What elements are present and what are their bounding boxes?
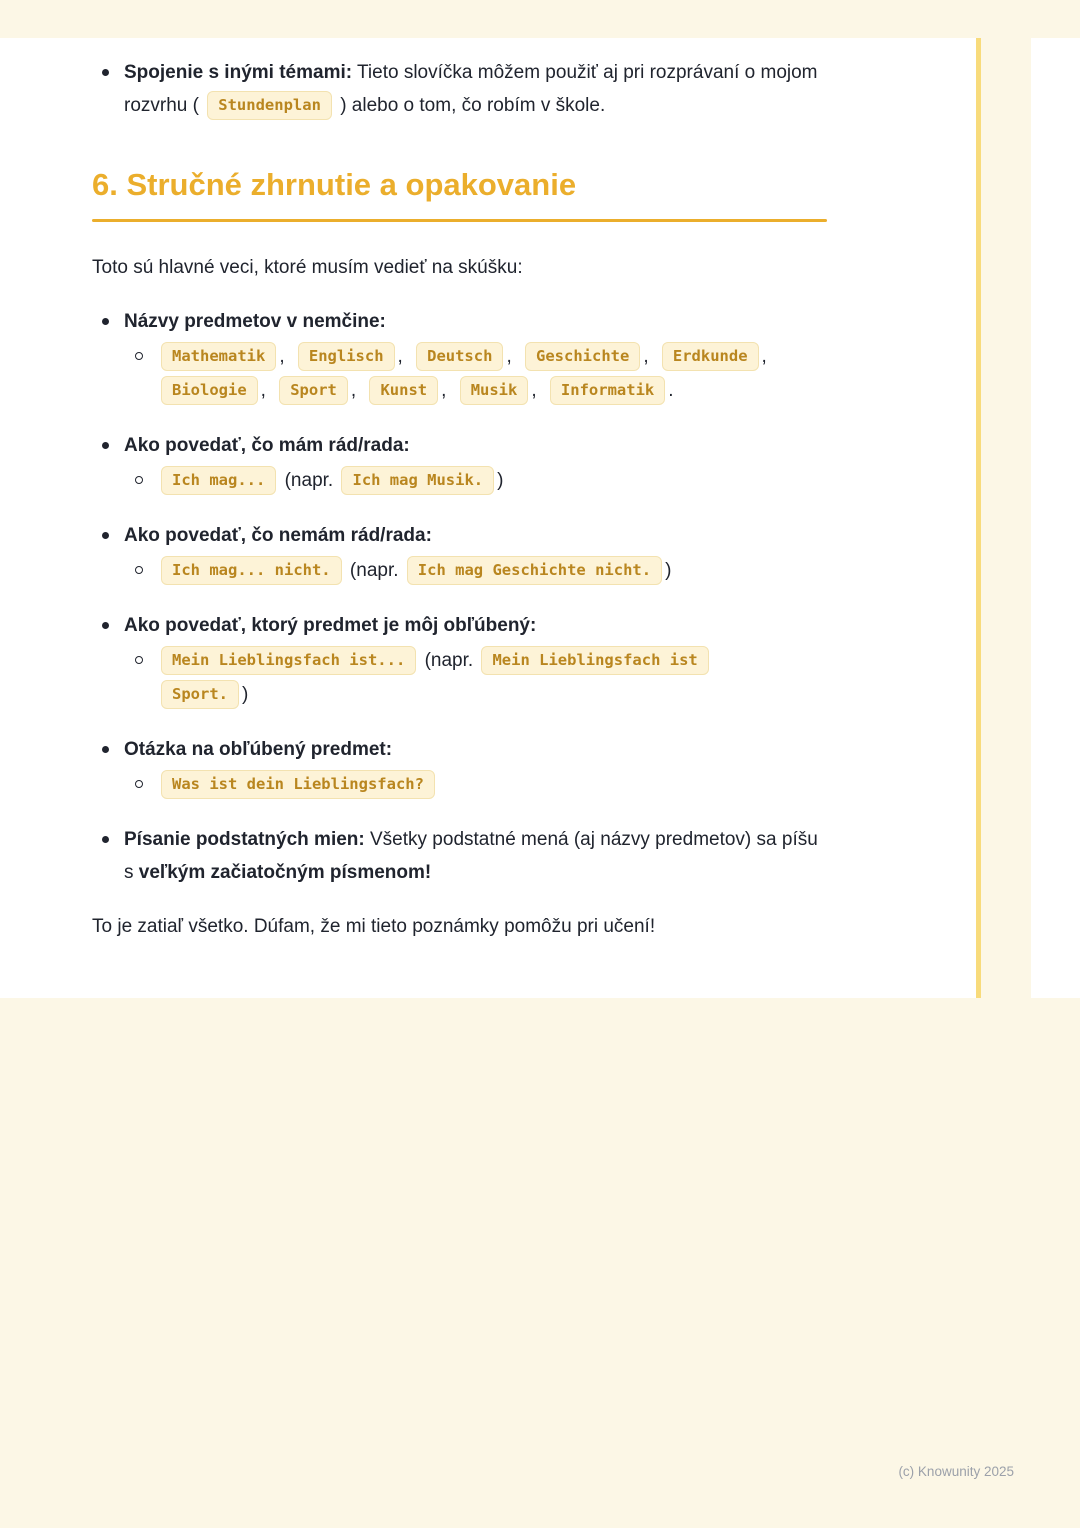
circle-marker xyxy=(135,476,143,484)
item-label: Otázka na obľúbený predmet: xyxy=(124,739,393,760)
example-label: (napr. xyxy=(349,560,399,581)
bullet-marker xyxy=(102,532,109,539)
example-label: (napr. xyxy=(284,470,334,491)
code-chip-stundenplan: Stundenplan xyxy=(207,91,332,120)
list-item-question xyxy=(92,733,832,802)
separator-comma: , xyxy=(350,380,357,401)
code-chip-subject: Geschichte xyxy=(525,342,640,371)
bullet-marker xyxy=(102,622,109,629)
chip-row-favorite-2 xyxy=(158,678,832,712)
bullet-marker xyxy=(102,746,109,753)
code-chip-phrase: Ich mag... xyxy=(161,466,276,495)
section-heading: 6. Stručné zhrnutie a opakovanie xyxy=(92,167,577,202)
bullet-marker xyxy=(102,836,109,843)
circle-marker xyxy=(135,352,143,360)
sub-item-subject-chips xyxy=(124,340,832,408)
code-chip-subject: Kunst xyxy=(369,376,438,405)
code-chip-subject: Englisch xyxy=(298,342,395,371)
top-margin-band xyxy=(0,0,1080,38)
separator-comma: , xyxy=(643,346,649,367)
intro-list xyxy=(92,38,832,122)
intro-text-after: ) alebo o tom, čo robím v škole. xyxy=(340,95,606,116)
code-chip-subject: Sport xyxy=(279,376,348,405)
item-label: Ako povedať, čo nemám rád/rada: xyxy=(124,525,432,546)
sub-item-like xyxy=(124,464,832,498)
code-chip-phrase: Ich mag... nicht. xyxy=(161,556,342,585)
close-paren: ) xyxy=(497,470,504,491)
list-item-dislike xyxy=(92,519,832,588)
summary-list xyxy=(92,305,832,889)
chip-row-favorite-1 xyxy=(158,644,832,678)
list-item-like xyxy=(92,429,832,498)
code-chip-subject: Biologie xyxy=(161,376,258,405)
close-paren: ) xyxy=(242,684,249,705)
code-chip-example: Ich mag Musik. xyxy=(341,466,494,495)
item-label: Názvy predmetov v nemčine: xyxy=(124,311,386,332)
bullet-marker xyxy=(102,69,109,76)
footer-credit: (c) Knowunity 2025 xyxy=(898,1464,1014,1479)
close-paren: ) xyxy=(665,560,672,581)
code-chip-example: Ich mag Geschichte nicht. xyxy=(407,556,662,585)
code-chip-question: Was ist dein Lieblingsfach? xyxy=(161,770,435,799)
circle-marker xyxy=(135,656,143,664)
code-chip-phrase: Mein Lieblingsfach ist... xyxy=(161,646,416,675)
item-bold-emphasis: veľkým začiatočným písmenom! xyxy=(138,862,432,883)
list-item-subjects xyxy=(92,305,832,408)
circle-marker xyxy=(135,566,143,574)
example-label: (napr. xyxy=(424,650,474,671)
intro-text: Tieto slovíčka môžem použiť aj pri rozprávaní o mojom rozvrhu ( xyxy=(124,62,818,116)
item-label: Ako povedať, ktorý predmet je môj obľúbený: xyxy=(124,615,537,636)
separator-comma: , xyxy=(761,346,767,367)
separator-comma: , xyxy=(397,346,403,367)
code-chip-example: Sport. xyxy=(161,680,239,709)
item-bold-label: Písanie podstatných mien: xyxy=(124,829,365,850)
code-chip-subject: Informatik xyxy=(550,376,665,405)
sub-item-question xyxy=(124,768,832,802)
code-chip-subject: Erdkunde xyxy=(662,342,759,371)
bullet-marker xyxy=(102,318,109,325)
bullet-marker xyxy=(102,442,109,449)
document-content xyxy=(92,38,832,943)
separator-comma: , xyxy=(260,380,266,401)
outro-paragraph: To je zatiaľ všetko. Dúfam, že mi tieto poznámky pomôžu pri učení! xyxy=(92,916,656,937)
separator-comma: , xyxy=(506,346,512,367)
lead-paragraph: Toto sú hlavné veci, ktoré musím vedieť na skúšku: xyxy=(92,257,523,278)
separator-comma: , xyxy=(279,346,285,367)
circle-marker xyxy=(135,780,143,788)
list-item-related-topics xyxy=(92,56,832,122)
code-chip-subject: Musik xyxy=(460,376,529,405)
item-label: Ako povedať, čo mám rád/rada: xyxy=(124,435,410,456)
item-text: Všetky podstatné mená (aj názvy predmetov) sa píšu s xyxy=(124,829,818,883)
sub-item-dislike xyxy=(124,554,832,588)
terminator-period: . xyxy=(668,380,674,401)
code-chip-subject: Deutsch xyxy=(416,342,503,371)
heading-underline xyxy=(92,219,827,222)
code-chip-example: Mein Lieblingsfach ist xyxy=(481,646,708,675)
chip-row-2 xyxy=(158,374,832,408)
bottom-margin-band xyxy=(0,998,1080,1528)
separator-comma: , xyxy=(531,380,537,401)
sub-item-favorite xyxy=(124,644,832,712)
list-item-capitalization xyxy=(92,823,832,889)
separator-comma: , xyxy=(441,380,447,401)
code-chip-subject: Mathematik xyxy=(161,342,276,371)
list-item-favorite xyxy=(92,609,832,712)
right-margin-strip xyxy=(981,38,1031,998)
chip-row-1 xyxy=(158,340,832,374)
intro-bold-label: Spojenie s inými témami: xyxy=(124,62,353,83)
